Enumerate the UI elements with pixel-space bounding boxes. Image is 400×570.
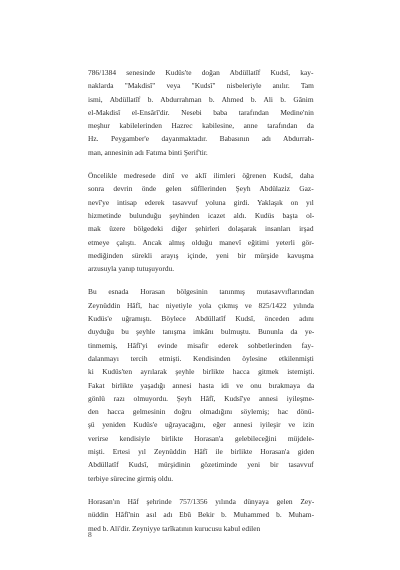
text-line: mediğinden sürekli arayış içinde, yeni bir mürşide kavuşma [88,250,314,260]
body-text [88,66,314,545]
paragraph-4 [88,495,314,535]
text-line: Fakat birlikte yaşadığı annesi hasta idi ve onu bırakmaya da [88,380,314,390]
paragraph-3 [88,285,314,484]
text-line: Hz. Peygamber'e dayanmaktadır. Babasının adı Abdurrah- [88,134,314,144]
text-line: hizmetinde bulunduğu şeyhinden icazet aldı. Kudüs başta ol- [88,210,314,220]
text-line: 786/1384 senesinde Kudüs'te doğan Abdüllatîf Kudsî, kay- [88,68,314,77]
text-line: terbiye sürecine girmiş oldu. [88,473,174,483]
text-line: gönlü razı olmuyordu. Şeyh Hâfî, Kudsî'ye annesi iyileşme- [88,393,314,403]
text-line: man, annesinin adı Fatıma binti Şerif'tir. [88,147,208,157]
text-line: nevî'ye intisap ederek tasavvuf yoluna girdi. Yaklaşık on yıl [88,197,314,207]
text-line: tinmemiş, Hâfî'yi evinde misafir ederek sohbetlerinden fay- [88,340,314,350]
text-line: ki Kudüs'ten ayrılarak şeyhle birlikte hacca gitmek istemişti. [88,367,314,377]
text-line: şü yeniden Kudüs'e uğrayacağını, eğer annesi iyileşir ve izin [88,420,314,430]
text-line: med b. Ali'dir. Zeyniyye tarîkatının kurucusu kabul edilen [88,523,261,533]
text-line: Zeynüddin Hâfî, hac niyetiyle yola çıkmış ve 825/1422 yılında [88,300,314,310]
text-line: Bu esnada Horasan bölgesinin tanınmış mutasavvıflarından [88,287,314,297]
text-line: Abdüllatîf Kudsî, mürşidinin gözetiminde yeni bir tasavvuf [88,460,314,470]
text-line: arzusuyla yanıp tutuşuyordu. [88,264,175,274]
page-number: 8 [88,530,92,539]
paragraph-1 [88,66,314,159]
text-line: duyduğu bu şeyhle tanışma imkânı bulmuştu. Bununla da ye- [88,327,314,337]
text-line: verirse kendisiyle birlikte Horasan'a gelebileceğini müjdele- [88,433,314,443]
text-line: Kudüs'e uğramıştı. Böylece Abdüllatîf Kudsî, önceden adını [88,314,314,324]
text-line: mak üzere bölgedeki diğer şehirleri dolaşarak insanları irşad [88,224,314,234]
text-line: ismi, Abdüllatîf b. Abdurrahman b. Ahmed b. Ali b. Gânim [88,94,314,104]
text-line: den hacca gelmesinin doğru olmadığını söylemiş; hac dönü- [88,407,314,417]
text-line: dalanmayı tercih etmişti. Kendisinden öylesine etkilenmişti [88,353,314,363]
text-line: meşhur kabilelerinden Hazrec kabilesine, anne tarafından da [88,121,314,131]
text-line: nüddin Hâfî'nin asıl adı Ebû Bekir b. Muhammed b. Muham- [88,510,314,520]
text-line: etmeye çalıştı. Ancak almış olduğu manevî eğitimi yeterli gör- [88,237,314,247]
text-line: Öncelikle medresede dinî ve aklî ilimleri öğrenen Kudsî, daha [88,171,314,181]
paragraph-2 [88,169,314,275]
text-line: el-Makdisî el-Ensârî'dir. Nesebi baba tarafından Medine'nin [88,107,314,117]
text-line: mişti. Ertesi yıl Zeynüddin Hâfî ile birlikte Horasan'a giden [88,447,314,457]
text-line: Horasan'ın Hâf şehrinde 757/1356 yılında dünyaya gelen Zey- [88,496,314,506]
text-line: sonra devrin önde gelen sûfîlerinden Şeyh Abdülaziz Gaz- [88,184,314,194]
text-line: naklarda "Makdisî" veya "Kudsî" nisbeleriyle anılır. Tam [88,81,314,91]
